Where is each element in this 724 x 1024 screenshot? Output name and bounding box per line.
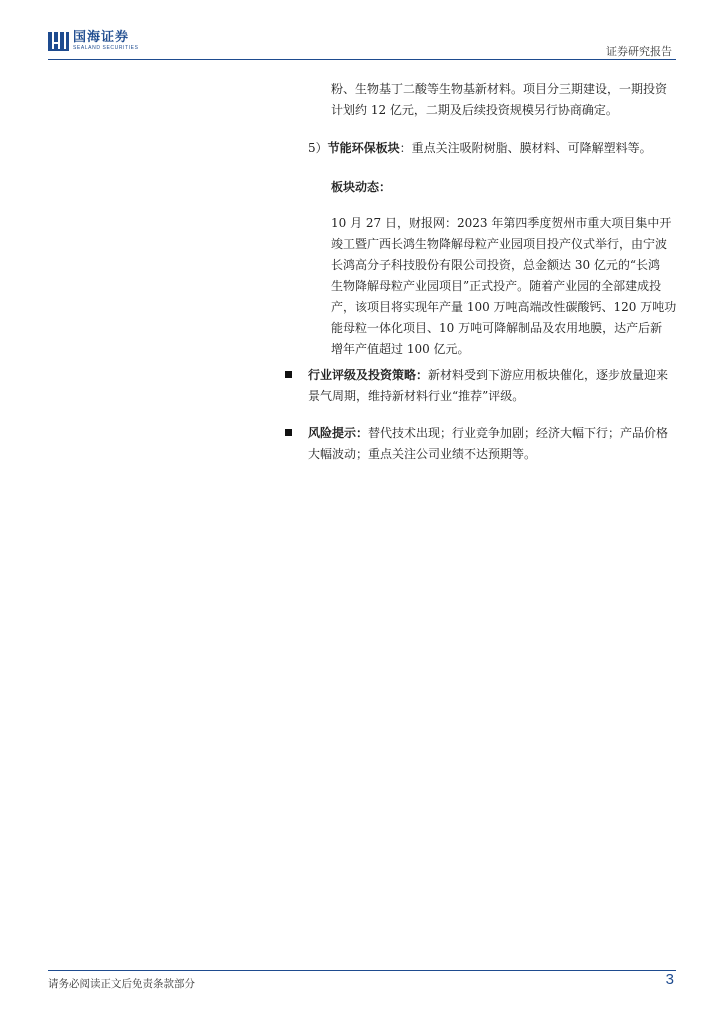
news-line: 增年产值超过 100 亿元。 bbox=[331, 342, 470, 356]
news-line: 生物降解母粒产业园项目”正式投产。随着产业园的全部建成投 bbox=[331, 279, 662, 293]
rating-paragraph bbox=[308, 365, 668, 386]
company-logo bbox=[48, 30, 139, 52]
rating-text: 新材料受到下游应用板块催化，逐步放量迎来 bbox=[428, 368, 669, 382]
rating-title: 行业评级及投资策略： bbox=[308, 368, 429, 382]
text-line: 粉、生物基丁二酸等生物基新材料。项目分三期建设，一期投资 bbox=[331, 82, 668, 96]
list-item-text: ：重点关注吸附树脂、膜材料、可降解塑料等。 bbox=[399, 141, 652, 155]
logo-english-name: SEALAND SECURITIES bbox=[73, 45, 139, 51]
page-number: 3 bbox=[665, 971, 674, 988]
section-label: 板块动态： bbox=[331, 180, 392, 194]
sealand-logo-icon bbox=[48, 30, 70, 52]
news-line: 竣工暨广西长鸿生物降解母粒产业园项目投产仪式举行，由宁波 bbox=[331, 237, 668, 251]
list-item-5 bbox=[308, 138, 652, 159]
risk-paragraph bbox=[308, 423, 668, 444]
text-line: 计划约 12 亿元，二期及后续投资规模另行协商确定。 bbox=[331, 103, 618, 117]
bullet-square bbox=[285, 429, 292, 436]
news-line: 能母粒一体化项目、10 万吨可降解制品及农用地膜，达产后新 bbox=[331, 321, 663, 335]
text-line: 大幅波动；重点关注公司业绩不达预期等。 bbox=[308, 447, 537, 461]
logo-chinese-name: 国海证券 bbox=[73, 30, 130, 45]
report-type-label: 证券研究报告 bbox=[606, 45, 672, 58]
news-line: 产，该项目将实现年产量 100 万吨高端改性碳酸钙、120 万吨功 bbox=[331, 300, 677, 314]
news-line: 10 月 27 日，财报网：2023 年第四季度贺州市重大项目集中开 bbox=[331, 216, 672, 230]
list-item-title: 节能环保板块 bbox=[327, 141, 400, 155]
risk-title: 风险提示： bbox=[308, 426, 369, 440]
bullet-square bbox=[285, 371, 292, 378]
risk-text: 替代技术出现；行业竞争加剧；经济大幅下行；产品价格 bbox=[368, 426, 669, 440]
text-line: 景气周期，维持新材料行业“推荐”评级。 bbox=[308, 389, 525, 403]
footer-disclaimer: 请务必阅读正文后免责条款部分 bbox=[48, 978, 195, 990]
header-divider bbox=[48, 59, 676, 60]
footer-divider bbox=[48, 970, 676, 971]
list-item-number: 5） bbox=[308, 141, 328, 155]
news-line: 长鸿高分子科技股份有限公司投资，总金额达 30 亿元的“长鸿 bbox=[331, 258, 661, 272]
page-header bbox=[48, 30, 676, 60]
